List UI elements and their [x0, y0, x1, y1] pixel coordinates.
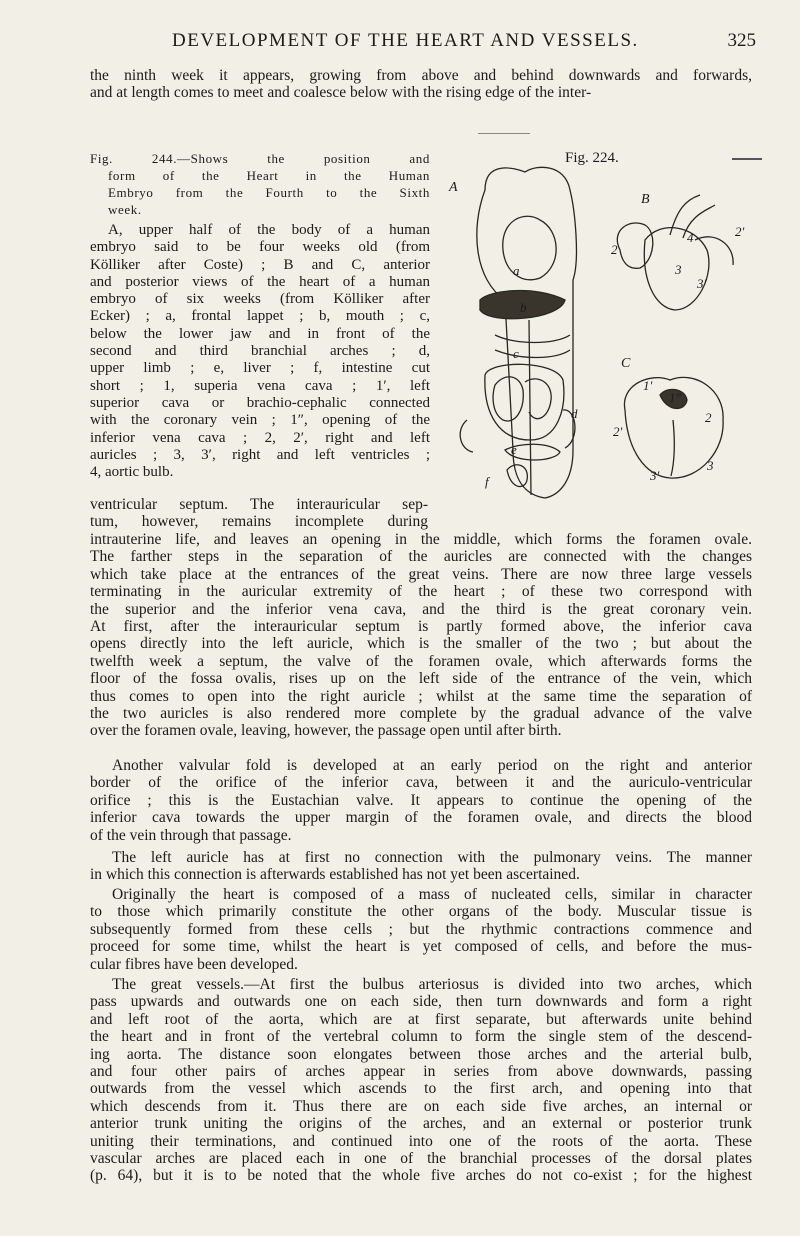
text-line: and left root of the aorta, which are at first separate, but afterwards unite behind: [90, 1010, 752, 1028]
label-c-3: 3: [707, 458, 714, 473]
caption-line: 4, aortic bulb.: [90, 464, 174, 481]
heart-inner: [493, 377, 551, 421]
label-b-4: 4: [687, 230, 694, 245]
label-b-2: 2: [611, 242, 618, 257]
panel-label-c: C: [621, 356, 631, 371]
caption-line: inferior vena cava ; 2, 2′, right and left: [90, 429, 430, 446]
text-line: subsequently formed from these cells ; but the rhythmic contractions commence and: [90, 920, 752, 938]
anatomical-drawing: [445, 150, 765, 500]
paragraph-foramen-ovale: [90, 531, 752, 740]
text-line: proceed for some time, whilst the heart is yet composed of cells, and before the mus-: [90, 938, 752, 956]
caption-line: Ecker) ; a, frontal lappet ; b, mouth ; c,: [90, 308, 430, 325]
text-line: vascular arches are placed each in one of the branchial processes of the dorsal plates: [90, 1150, 752, 1168]
caption-line: second and third branchial arches ; d,: [90, 343, 430, 360]
text-line: The great vessels.—At first the bulbus arteriosus is divided into two arches, which: [112, 976, 752, 993]
text-line: to those which primarily constitute the other organs of the body. Muscular tissue is: [90, 903, 752, 921]
caption-line: upper limb ; e, liver ; f, intestine cut: [90, 360, 430, 377]
caption-line: embryo of six weeks (from Kölliker after: [90, 291, 430, 308]
caption-line: with the coronary vein ; 1″, opening of the: [90, 412, 430, 429]
heart-c-division: [671, 420, 674, 476]
caption-line: below the lower jaw and in front of the: [90, 325, 430, 342]
heart-b-auricle-right: [617, 223, 652, 268]
caption-title-line: Fig. 244.—Shows the position and: [90, 151, 430, 166]
caption-title-line: form of the Heart in the Human: [108, 168, 430, 183]
text-line: pass upwards and outwards one on each side, then turn downwards and form a right: [90, 993, 752, 1011]
caption-line: A, upper half of the body of a human: [108, 222, 430, 238]
label-e: e: [511, 442, 517, 457]
label-d: d: [571, 406, 578, 421]
embryo-heart-figure: [445, 150, 765, 500]
text-line: which descends from it. Thus there are on each side five arches, an internal or: [90, 1097, 752, 1115]
text-line: opens directly into the left auricle, which is the smaller of the two ; but about the: [90, 635, 752, 653]
text-line: At first, after the interauricular septum is partly formed above, the inferior cava: [90, 618, 752, 636]
text-line: anterior trunk uniting the origins of the arches, and an external or posterior trunk: [90, 1115, 752, 1133]
narrow-paragraph: [90, 496, 428, 531]
caption-title-line: week.: [108, 202, 142, 217]
caption-title-line: Embryo from the Fourth to the Sixth: [108, 185, 430, 200]
spine-segments: [529, 320, 531, 495]
caption-line: and posterior views of the heart of a human: [90, 273, 430, 290]
intro-paragraph: [90, 67, 752, 102]
text-line: orifice ; this is the Eustachian valve. It appears to continue the opening of the: [90, 791, 752, 809]
text-line: floor of the fossa ovalis, rises up on the left side of the entrance of the vein, which: [90, 670, 752, 688]
text-line: and at length comes to meet and coalesce below with the rising edge of the inter-: [90, 84, 592, 102]
branchial-arches: [495, 335, 570, 358]
text-line: Another valvular fold is developed at an early period on the right and anterior: [112, 757, 752, 774]
paragraph-left-auricle: [90, 849, 752, 884]
text-line: The left auricle has at first no connection with the pulmonary veins. The manner: [112, 849, 752, 866]
label-c-2prime: 2′: [613, 424, 623, 439]
label-c-1dblprime: 1″: [669, 390, 681, 405]
text-line: border of the orifice of the inferior cava, between it and the auriculo-ventricular: [90, 774, 752, 792]
text-line: in which this connection is afterwards established has not yet been ascertained.: [90, 866, 580, 884]
text-line: of the vein through that passage.: [90, 826, 292, 844]
label-b: b: [520, 300, 527, 315]
text-line: ing aorta. The distance soon elongates between those arches and the arterial bulb,: [90, 1045, 752, 1063]
page-header: [90, 30, 760, 54]
label-f: f: [485, 474, 489, 489]
figure-caption: [90, 150, 430, 481]
label-a: a: [513, 263, 520, 278]
caption-line: Kölliker after Coste) ; B and C, anterior: [90, 256, 430, 273]
label-b-3: 3: [675, 262, 682, 277]
frontal-lappet: [503, 216, 556, 279]
label-c-3prime: 3′: [650, 468, 660, 483]
text-line: the two auricles is also rendered more complete by the gradual advance of the valve: [90, 705, 752, 723]
label-b-3prime: 3′: [697, 276, 707, 291]
text-line: thus comes to open into the right auricle ; whilst at the same time the separation of: [90, 687, 752, 705]
caption-line: short ; 1, superia vena cava ; 1′, left: [90, 377, 430, 394]
label-c: c: [513, 346, 519, 361]
text-line: The farther steps in the separation of the auricles are connected with the changes: [90, 548, 752, 566]
paragraph-cells: [90, 886, 752, 973]
figure-label: Fig. 224.: [565, 150, 619, 166]
panel-label-b: B: [641, 192, 650, 207]
text-line: intrauterine life, and leaves an opening in the middle, which forms the foramen ovale.: [90, 531, 752, 548]
text-line: which take place at the entrances of the great veins. There are now three large vessels: [90, 565, 752, 583]
label-c-2: 2: [705, 410, 712, 425]
text-line: over the foramen ovale, leaving, however, the passage open until after birth.: [90, 722, 562, 740]
text-line: Originally the heart is composed of a mass of nucleated cells, similar in character: [112, 886, 752, 903]
section-rule: [478, 133, 530, 134]
text-line: outwards from the vessel which ascends to the first arch, and opening into that: [90, 1080, 752, 1098]
text-line: and four other pairs of arches appear in series from above downwards, passing: [90, 1063, 752, 1081]
text-line: tum, however, remains incomplete during: [90, 513, 428, 531]
panel-label-a: A: [449, 180, 458, 195]
caption-line: superior cava or brachio-cephalic connected: [90, 394, 430, 411]
caption-line: auricles ; 3, 3′, right and left ventricles ;: [90, 446, 430, 463]
running-title: DEVELOPMENT OF THE HEART AND VESSELS.: [172, 30, 639, 51]
label-c-1prime: 1′: [643, 378, 653, 393]
text-line: terminating in the auricular extremity of the heart ; of these two correspond with: [90, 583, 752, 601]
text-line: the heart and in front of the vertebral column to form the single stem of the descend-: [90, 1028, 752, 1046]
text-line: cular fibres have been developed.: [90, 955, 298, 973]
paragraph-great-vessels: [90, 976, 752, 1185]
text-line: twelfth week a septum, the valve of the foramen ovale, which afterwards forms the: [90, 652, 752, 670]
page-number: 325: [727, 30, 756, 51]
text-line: the superior and the inferior vena cava, and the third is the great coronary vein.: [90, 600, 752, 618]
caption-line: embryo said to be four weeks old (from: [90, 239, 430, 256]
text-line: the ninth week it appears, growing from above and behind downwards and forwards,: [90, 67, 752, 84]
heart-outline: [485, 364, 564, 440]
text-line: ventricular septum. The interauricular sep-: [90, 496, 428, 513]
label-b-2prime: 2′: [735, 224, 745, 239]
text-line: inferior cava towards the upper margin of the foramen ovale, and directs the blood: [90, 809, 752, 827]
text-line: uniting their terminations, and continued into one of the roots of the aorta. These: [90, 1132, 752, 1150]
paragraph-eustachian: [90, 757, 752, 844]
text-line: (p. 64), but it is to be noted that the whole five arches do not co-exist ; for the highest: [90, 1167, 752, 1185]
limb-left: [460, 420, 473, 452]
